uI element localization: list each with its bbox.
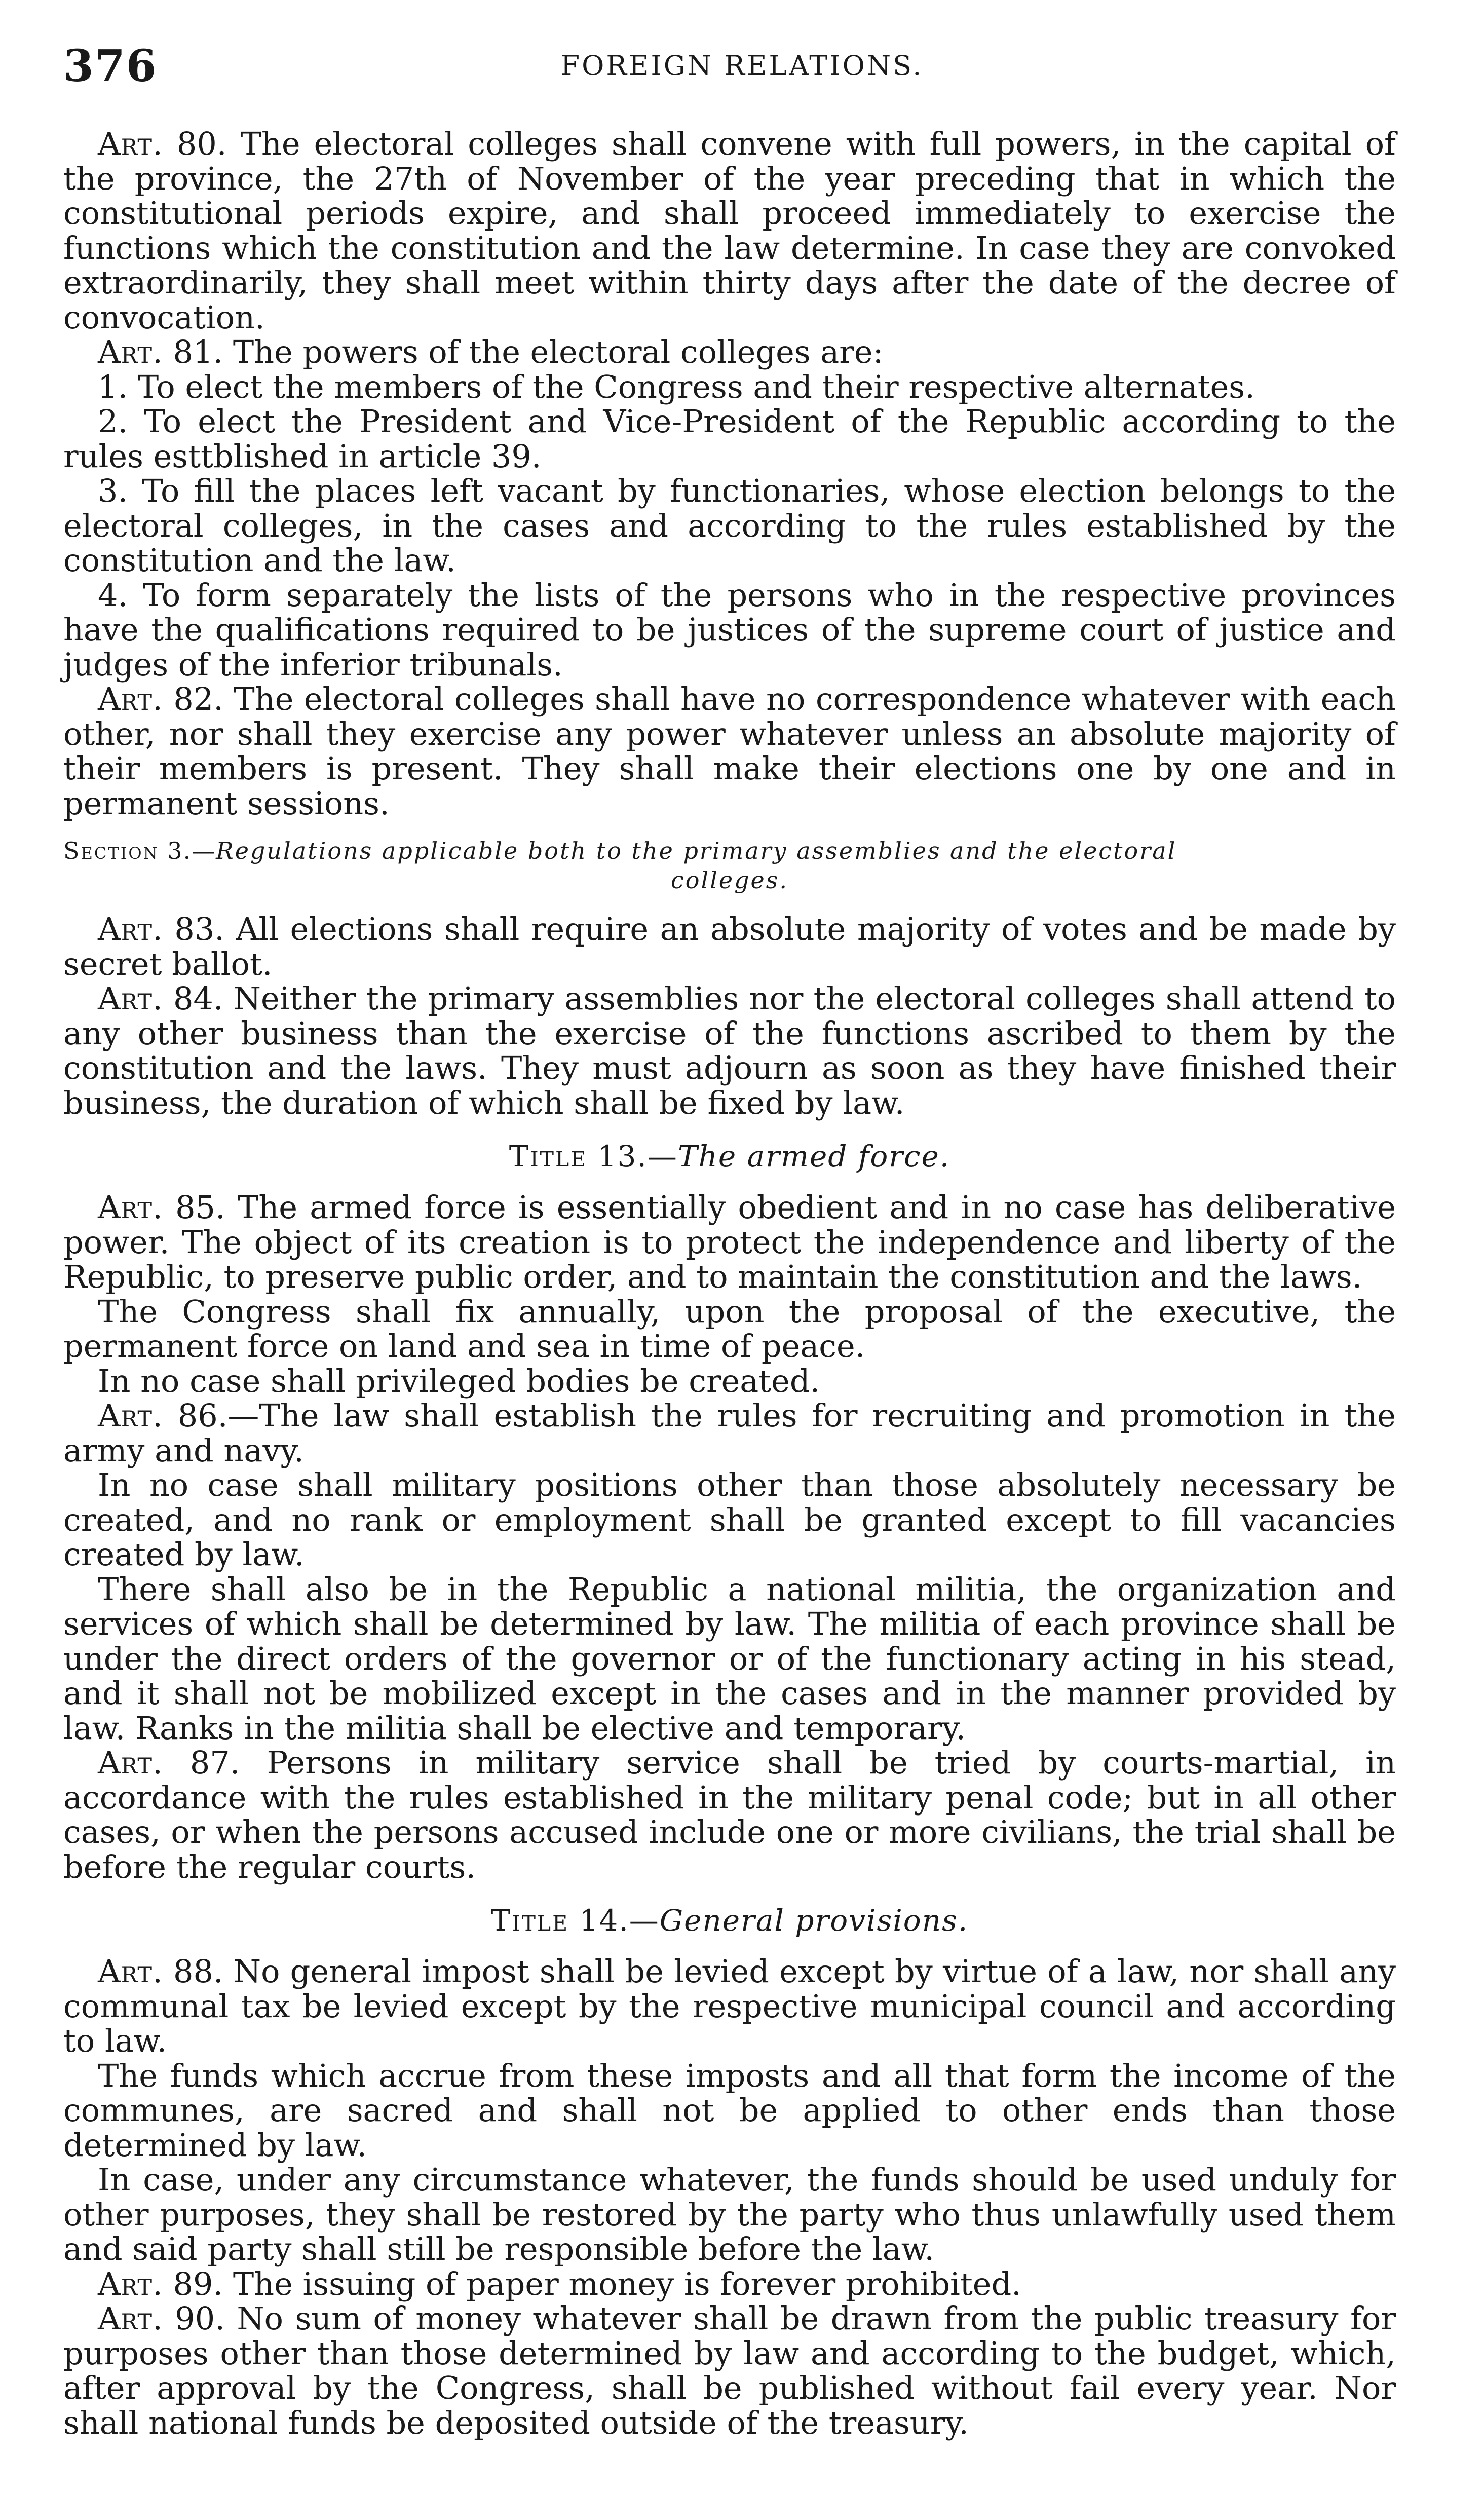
paragraph xyxy=(63,1364,1396,1399)
paragraph xyxy=(63,370,1396,405)
paragraph xyxy=(63,1468,1396,1572)
paragraph xyxy=(63,912,1396,981)
paragraph-text: In case, under any circumstance whatever, the funds should be used unduly for other purposes, they shall be restored by the party who thus unlawfully used them and said party shall still be responsible before the law. xyxy=(63,2161,1396,2267)
paragraph xyxy=(63,335,1396,370)
title-text: The armed force. xyxy=(677,1139,950,1174)
title-number: 14.— xyxy=(569,1903,660,1938)
article-label: Art. xyxy=(98,1953,163,1990)
document-body xyxy=(63,127,1396,2440)
paragraph-text: 81. The powers of the electoral colleges are: xyxy=(163,333,884,370)
article-label: Art. xyxy=(98,333,163,370)
paragraph-text: 85. The armed force is essentially obedient and in no case has deliberative power. The object of its creation is to protect the independence and liberty of the Republic, to preserve public order, and to maintain the constitution and the laws. xyxy=(63,1189,1396,1295)
section-heading xyxy=(63,836,1396,895)
article-label: Art. xyxy=(98,125,163,162)
paragraph xyxy=(63,2301,1396,2440)
paragraph xyxy=(63,2267,1396,2302)
paragraph-text: 89. The issuing of paper money is forever prohibited. xyxy=(163,2265,1021,2302)
paragraph-text: 87. Persons in military service shall be tried by courts-martial, in accordance with the rules established in the military penal code; but in all other cases, or when the persons accused include one or more civilians, the trial shall be before the regular courts. xyxy=(63,1744,1396,1885)
paragraph xyxy=(63,1572,1396,1746)
paragraph xyxy=(63,2163,1396,2267)
paragraph xyxy=(63,404,1396,474)
paragraph xyxy=(63,474,1396,578)
paragraph xyxy=(63,1746,1396,1884)
section-title-continued: colleges. xyxy=(670,866,788,894)
section-label: Section xyxy=(63,837,159,864)
title-text: General provisions. xyxy=(659,1903,969,1938)
page-number: 376 xyxy=(63,41,158,92)
article-label: Art. xyxy=(98,1744,163,1781)
page-header xyxy=(0,41,1484,101)
title-heading xyxy=(63,1903,1396,1938)
running-head: FOREIGN RELATIONS. xyxy=(560,50,924,82)
title-label: Title xyxy=(490,1903,569,1938)
paragraph xyxy=(63,1190,1396,1295)
paragraph-text: 4. To form separately the lists of the persons who in the respective provinces have the qualifications required to be justices of the supreme court of justice and judges of the inferior tribunals. xyxy=(63,576,1396,683)
paragraph-text: The funds which accrue from these imposts and all that form the income of the communes, are sacred and shall not be applied to other ends than those determined by law. xyxy=(63,2057,1396,2164)
article-label: Art. xyxy=(98,681,163,717)
paragraph-text: 82. The electoral colleges shall have no correspondence whatever with each other, nor shall they exercise any power whatever unless an absolute majority of their members is present. They shall make their elections one by one and in permanent sessions. xyxy=(63,681,1396,822)
title-number: 13.— xyxy=(587,1139,678,1174)
paragraph-text: The Congress shall fix annually, upon the proposal of the executive, the permanent force on land and sea in time of peace. xyxy=(63,1293,1396,1365)
paragraph xyxy=(63,1295,1396,1364)
section-title: Regulations applicable both to the primary assemblies and the electoral xyxy=(216,837,1177,864)
paragraph xyxy=(63,1954,1396,2059)
article-label: Art. xyxy=(98,911,163,948)
paragraph-text: 1. To elect the members of the Congress and their respective alternates. xyxy=(98,368,1255,405)
paragraph xyxy=(63,981,1396,1120)
paragraph-text: 84. Neither the primary assemblies nor the electoral colleges shall attend to any other business than the exercise of the functions ascribed to them by the constitution and the laws. They must adjourn as soon as they have finished their business, the duration of which shall be fixed by law. xyxy=(63,980,1396,1121)
article-label: Art. xyxy=(98,2300,163,2337)
paragraph xyxy=(63,127,1396,335)
paragraph-text: There shall also be in the Republic a national militia, the organization and services of which shall be determined by law. The militia of each province shall be under the direct orders of the governor or of the functionary acting in his stead, and it shall not be mobilized except in the cases and in the manner provided by law. Ranks in the militia shall be elective and temporary. xyxy=(63,1570,1396,1747)
paragraph xyxy=(63,682,1396,821)
paragraph-text: 3. To fill the places left vacant by functionaries, whose election belongs to the electoral colleges, in the cases and according to the rules established by the constitution and the law. xyxy=(63,472,1396,579)
paragraph xyxy=(63,578,1396,683)
article-label: Art. xyxy=(98,1189,163,1226)
paragraph-text: In no case shall privileged bodies be created. xyxy=(98,1362,820,1400)
paragraph-text: 90. No sum of money whatever shall be drawn from the public treasury for purposes other than those determined by law and according to the budget, which, after approval by the Congress, shall be published without fail every year. Nor shall national funds be deposited outside of the treasury. xyxy=(63,2300,1396,2441)
paragraph-text: 80. The electoral colleges shall convene with full powers, in the capital of the province, the 27th of November of the year preceding that in which the constitutional periods expire, and shall proceed immediately to exercise the functions which the constitution and the law determine. In case they are convoked extraordinarily, they shall meet within thirty days after the date of the decree of convocation. xyxy=(63,125,1396,336)
paragraph-text: 88. No general impost shall be levied except by virtue of a law, nor shall any communal tax be levied except by the respective municipal council and according to law. xyxy=(63,1953,1396,2059)
article-label: Art. xyxy=(98,980,163,1017)
paragraph-text: In no case shall military positions other than those absolutely necessary be created, and no rank or employment shall be granted except to fill vacancies created by law. xyxy=(63,1466,1396,1573)
section-number: 3.— xyxy=(159,837,216,864)
paragraph-text: 2. To elect the President and Vice-President of the Republic according to the rules esttblished in article 39. xyxy=(63,403,1396,475)
paragraph-text: 86.—The law shall establish the rules for recruiting and promotion in the army and navy. xyxy=(63,1397,1396,1469)
title-label: Title xyxy=(509,1139,588,1174)
article-label: Art. xyxy=(98,2265,163,2302)
paragraph xyxy=(63,1398,1396,1468)
paragraph-text: 83. All elections shall require an absolute majority of votes and be made by secret ballot. xyxy=(63,911,1396,982)
title-heading xyxy=(63,1139,1396,1174)
article-label: Art. xyxy=(98,1397,163,1434)
paragraph xyxy=(63,2059,1396,2163)
